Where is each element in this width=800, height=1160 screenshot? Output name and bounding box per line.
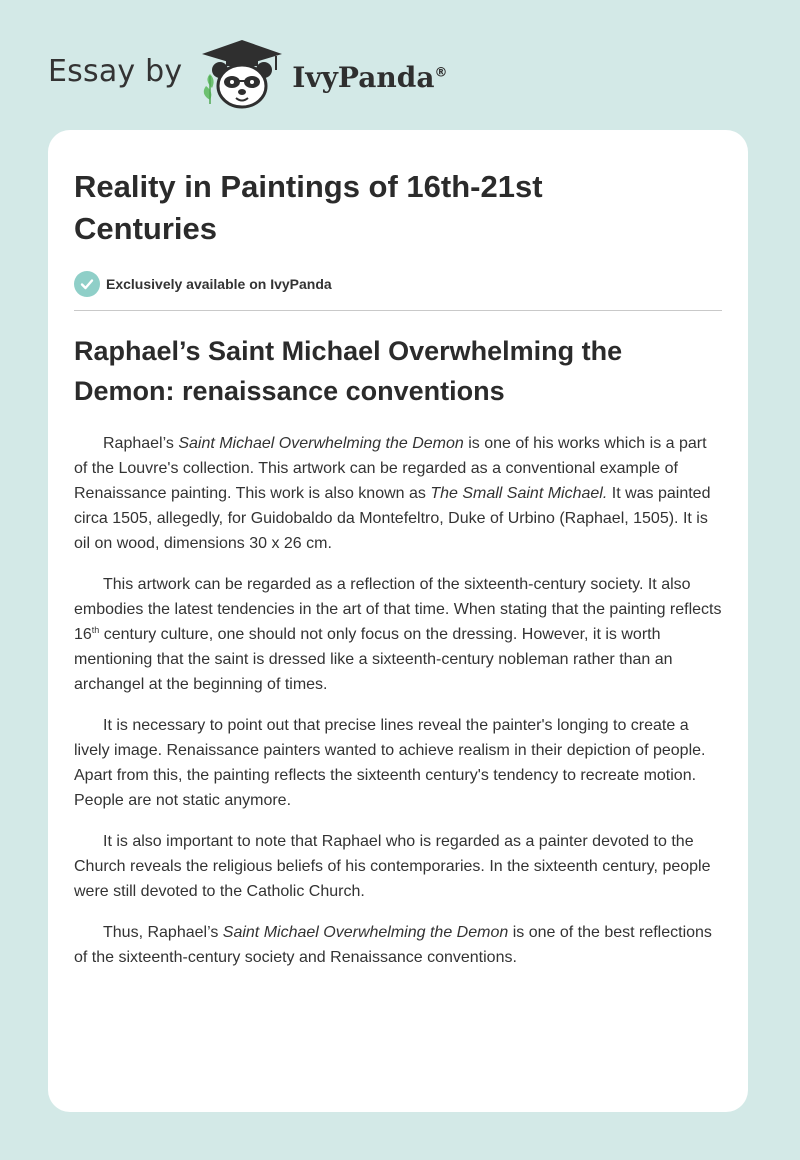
- text-run: Raphael’s: [103, 435, 179, 452]
- registered-mark: ®: [434, 65, 448, 81]
- check-circle-icon: [74, 271, 100, 297]
- section-heading: Raphael’s Saint Michael Overwhelming the Demon: renaissance conventions: [74, 336, 623, 406]
- paragraph-2: [74, 572, 724, 697]
- paragraph-3: It is necessary to point out that precise lines reveal the painter's longing to create a lively image. Renaissance painters wanted to achieve realism in their depiction of people. Apart from this, the painting reflects the sixteenth century's tendency to recreate motion. People are not static anymore.: [74, 717, 706, 809]
- paragraph-4: It is also important to note that Raphael who is regarded as a painter devoted to the Church reveals the religious beliefs of his contemporaries. In the sixteenth century, people were still devoted to the Catholic Church.: [74, 833, 711, 900]
- exclusive-badge: [74, 270, 722, 298]
- text-run: This artwork can be regarded as a reflection of the sixteenth-century society. It also embodies the latest tendencies in the art of that time. When stating that the painting reflects 16: [74, 576, 722, 643]
- artwork-title: Saint Michael Overwhelming the Demon: [222, 924, 509, 941]
- brand-name: [292, 61, 447, 94]
- site-header-brand[interactable]: [48, 36, 488, 112]
- artwork-title: Saint Michael Overwhelming the Demon: [178, 435, 464, 452]
- exclusive-label: Exclusively available on IvyPanda: [106, 276, 332, 292]
- text-run: is one of the best reflections of the sixteenth-century society and Renaissance conventions.: [74, 924, 712, 966]
- panda-graduate-logo-icon: [196, 36, 288, 112]
- essay-card: [48, 130, 748, 1112]
- ordinal-superscript: th: [91, 625, 100, 635]
- brand-prefix: Essay by: [48, 53, 183, 89]
- text-run: Thus, Raphael’s: [103, 924, 223, 941]
- essay-body: [74, 431, 724, 970]
- artwork-alt-title: The Small Saint Michael.: [430, 485, 608, 502]
- paragraph-5: [74, 920, 724, 970]
- text-run: is one of his works which is a part of the Louvre's collection. This artwork can be regarded as a conventional example of Renaissance painting. This work is also known as: [74, 435, 707, 502]
- divider: [74, 310, 722, 311]
- text-run: century culture, one should not only focus on the dressing. However, it is worth mentioning that the saint is dressed like a sixteenth-century nobleman rather than an archangel at the beginning of times.: [74, 626, 673, 693]
- paragraph-1: [74, 431, 724, 556]
- essay-title: Reality in Paintings of 16th-21st Centuries: [74, 169, 543, 246]
- brand-name-text: IvyPanda: [292, 60, 435, 94]
- text-run: It was painted circa 1505, allegedly, for Guidobaldo da Montefeltro, Duke of Urbino (Raphael, 1505). It is oil on wood, dimensions 30 x 26 cm.: [74, 485, 711, 552]
